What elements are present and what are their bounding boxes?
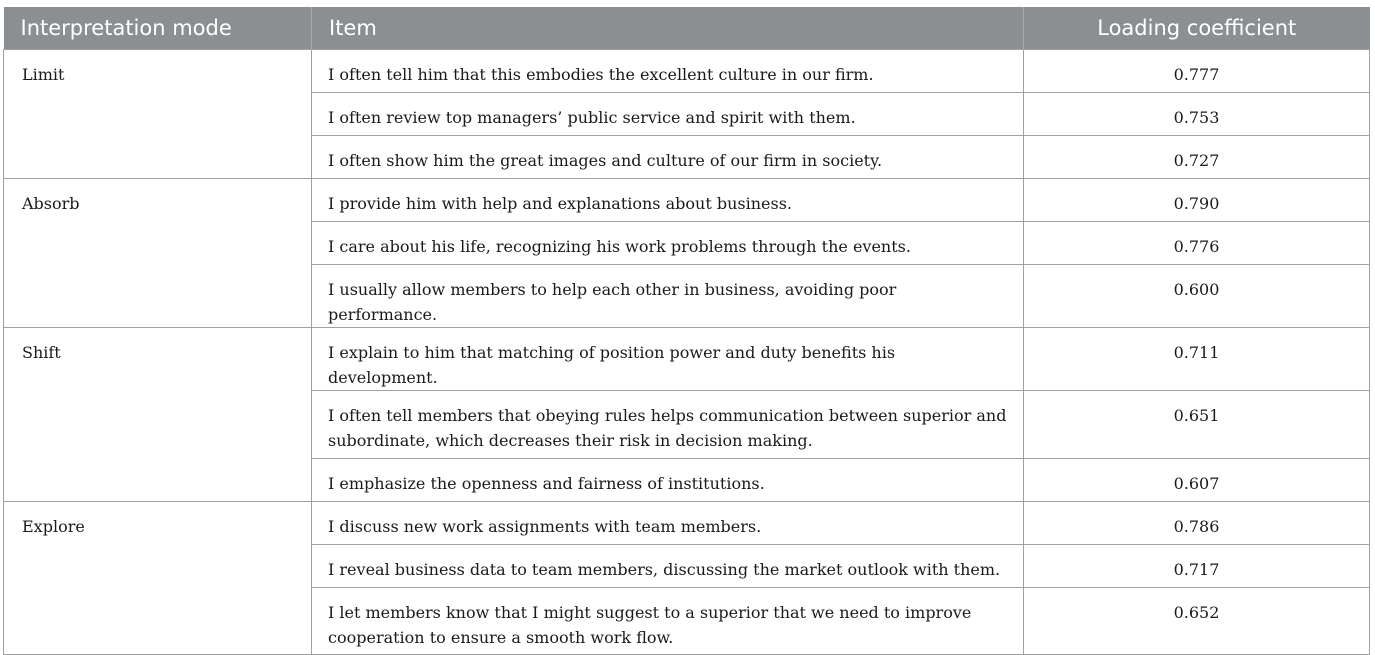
mode-cell-shift: Shift [4, 328, 312, 502]
table-row [4, 502, 1370, 545]
loading-cell: 0.607 [1024, 459, 1370, 502]
loading-cell: 0.652 [1024, 588, 1370, 655]
item-cell: I often show him the great images and culture of our firm in society. [312, 136, 1024, 179]
item-cell: I often tell members that obeying rules helps communication between superior and subordinate, which decreases their risk in decision making. [312, 391, 1024, 459]
item-cell: I often tell him that this embodies the excellent culture in our firm. [312, 50, 1024, 93]
loading-cell: 0.790 [1024, 179, 1370, 222]
header-row [4, 7, 1370, 50]
header-interpretation-mode: Interpretation mode [4, 7, 312, 50]
loading-table-container [3, 7, 1369, 655]
header-loading-coefficient: Loading coefficient [1024, 7, 1370, 50]
item-cell: I usually allow members to help each other in business, avoiding poor performance. [312, 265, 1024, 328]
loading-cell: 0.727 [1024, 136, 1370, 179]
loading-cell: 0.753 [1024, 93, 1370, 136]
item-cell: I reveal business data to team members, discussing the market outlook with them. [312, 545, 1024, 588]
mode-cell-limit: Limit [4, 50, 312, 179]
loading-coefficient-table [3, 7, 1370, 655]
loading-cell: 0.711 [1024, 328, 1370, 391]
item-cell: I emphasize the openness and fairness of institutions. [312, 459, 1024, 502]
loading-cell: 0.600 [1024, 265, 1370, 328]
header-item: Item [312, 7, 1024, 50]
loading-cell: 0.717 [1024, 545, 1370, 588]
item-cell: I discuss new work assignments with team members. [312, 502, 1024, 545]
table-header [4, 7, 1370, 50]
mode-cell-absorb: Absorb [4, 179, 312, 328]
table-row [4, 328, 1370, 391]
loading-cell: 0.776 [1024, 222, 1370, 265]
loading-cell: 0.777 [1024, 50, 1370, 93]
table-body [4, 50, 1370, 655]
item-cell: I care about his life, recognizing his work problems through the events. [312, 222, 1024, 265]
table-row [4, 50, 1370, 93]
item-cell: I let members know that I might suggest to a superior that we need to improve cooperation to ensure a smooth work flow. [312, 588, 1024, 655]
item-cell: I explain to him that matching of position power and duty benefits his development. [312, 328, 1024, 391]
table-row [4, 179, 1370, 222]
item-cell: I often review top managers’ public service and spirit with them. [312, 93, 1024, 136]
loading-cell: 0.786 [1024, 502, 1370, 545]
item-cell: I provide him with help and explanations about business. [312, 179, 1024, 222]
loading-cell: 0.651 [1024, 391, 1370, 459]
mode-cell-explore: Explore [4, 502, 312, 655]
